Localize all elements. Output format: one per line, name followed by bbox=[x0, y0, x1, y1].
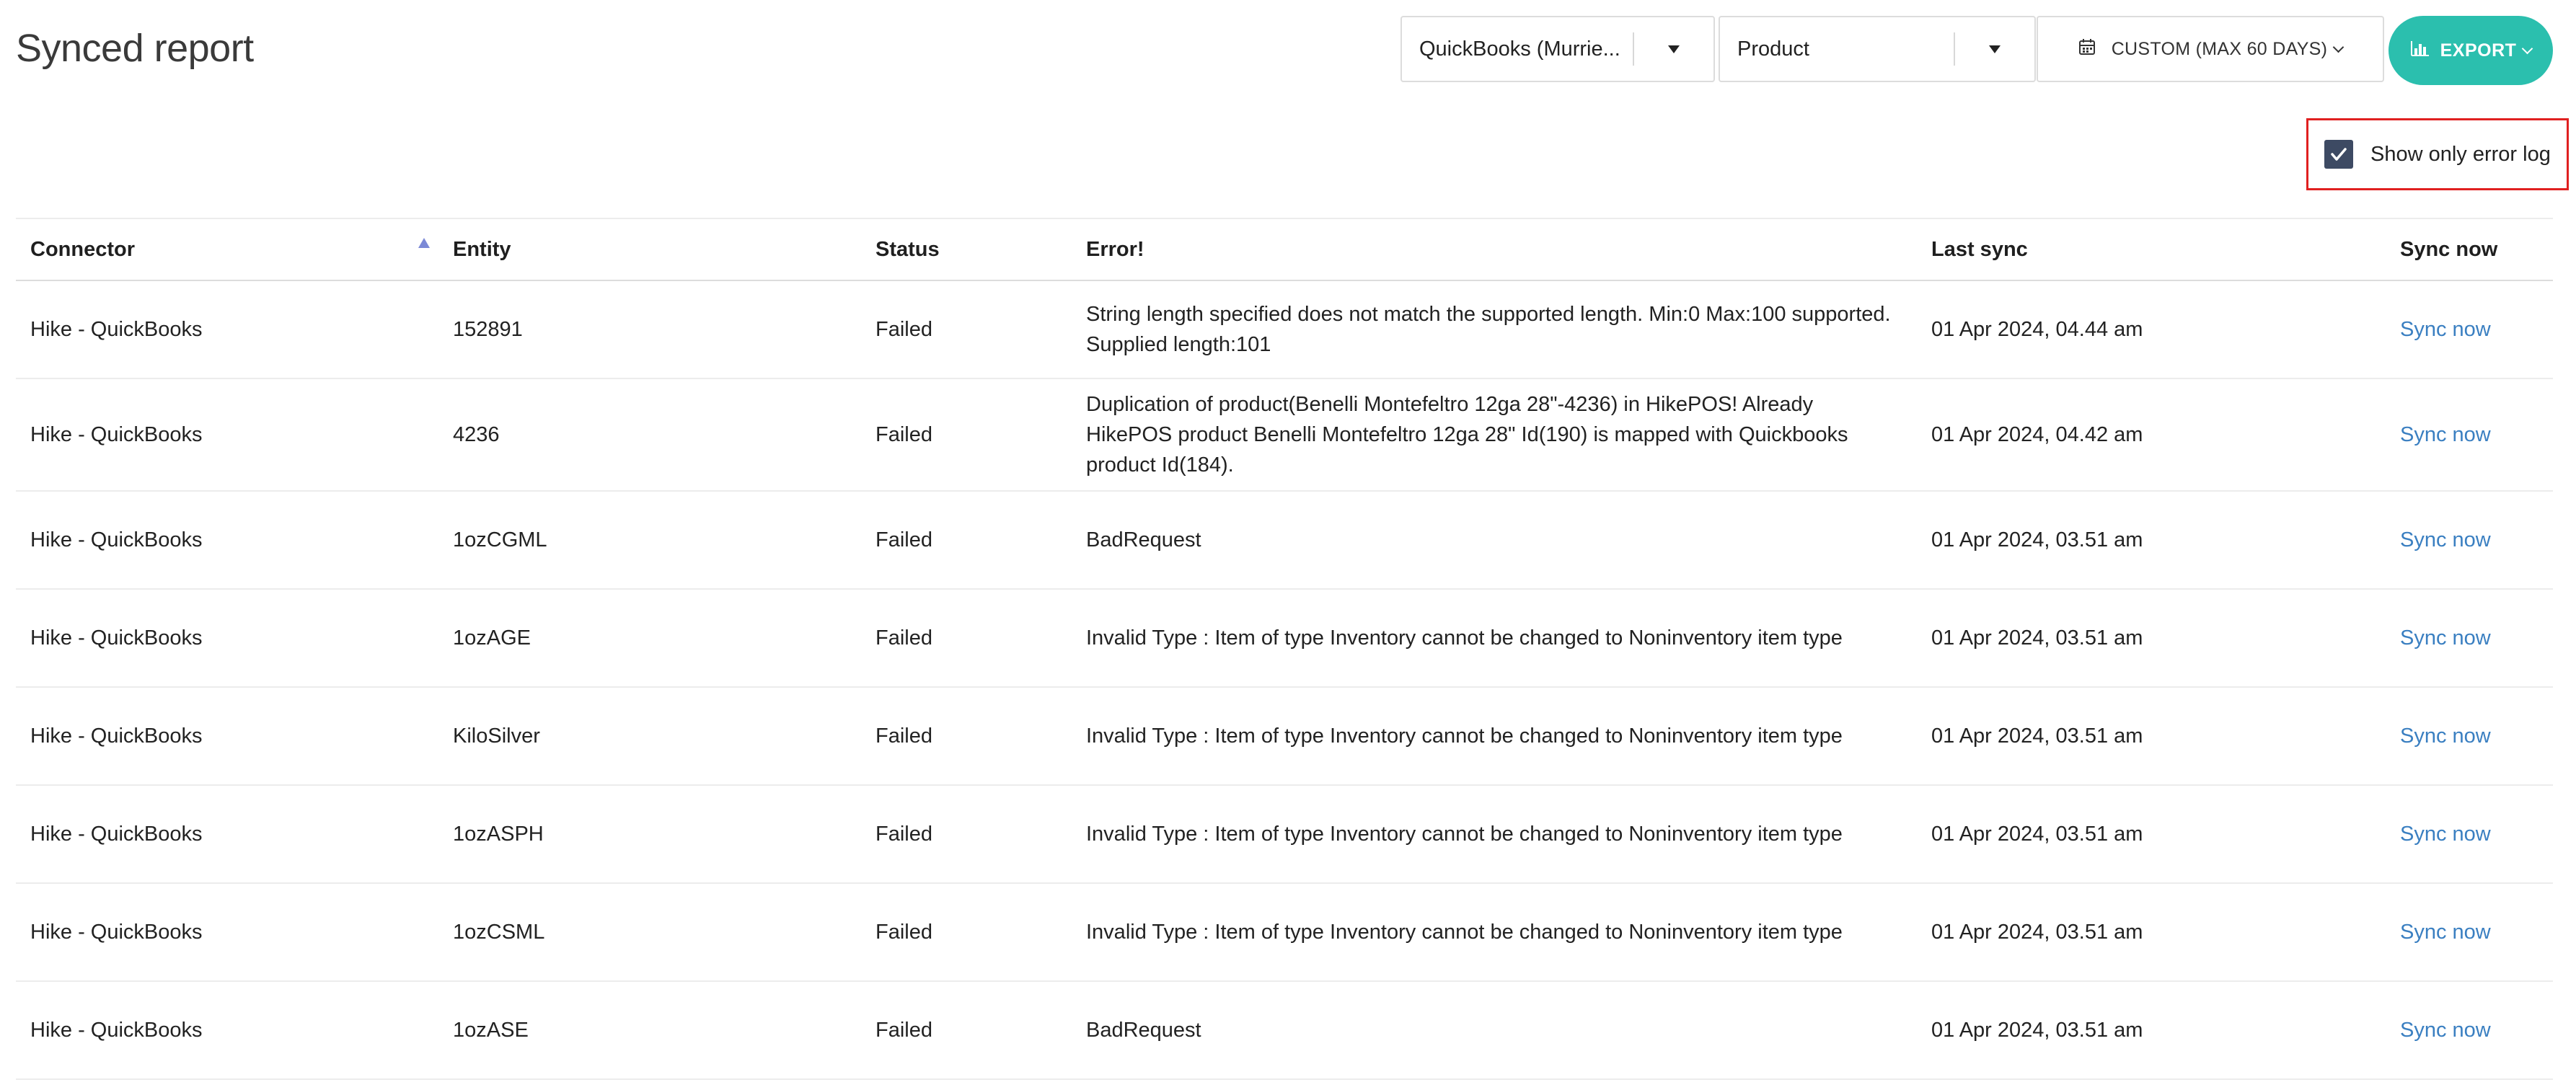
last-sync-cell: 01 Apr 2024, 03.51 am bbox=[1931, 920, 2143, 944]
table-row bbox=[16, 281, 2553, 379]
error-cell: String length specified does not match the supported length. Min:0 Max:100 supported. Supplied length:101 bbox=[1086, 303, 1891, 356]
table-row bbox=[16, 982, 2553, 1080]
table-row bbox=[16, 590, 2553, 688]
sync-now-link[interactable]: Sync now bbox=[2400, 528, 2491, 551]
entity-cell: 1ozCSML bbox=[453, 920, 545, 944]
column-header-sync-now[interactable]: Sync now bbox=[2400, 237, 2498, 261]
dropdown-caret-icon[interactable] bbox=[1955, 45, 2034, 53]
synced-report-table bbox=[16, 218, 2553, 1080]
sync-now-link[interactable]: Sync now bbox=[2400, 724, 2491, 748]
table-row bbox=[16, 492, 2553, 590]
connector-cell: Hike - QuickBooks bbox=[30, 1018, 203, 1042]
sync-now-link[interactable]: Sync now bbox=[2400, 822, 2491, 846]
last-sync-cell: 01 Apr 2024, 04.44 am bbox=[1931, 317, 2143, 341]
column-header-last-sync[interactable]: Last sync bbox=[1931, 237, 2028, 261]
bar-chart-icon bbox=[2410, 40, 2430, 62]
date-range-label: CUSTOM (MAX 60 DAYS) bbox=[2111, 38, 2328, 59]
export-label: EXPORT bbox=[2440, 40, 2517, 61]
last-sync-cell: 01 Apr 2024, 03.51 am bbox=[1931, 1018, 2143, 1042]
page-title: Synced report bbox=[16, 27, 254, 70]
sync-now-link[interactable]: Sync now bbox=[2400, 626, 2491, 650]
chevron-down-icon bbox=[2522, 43, 2533, 54]
check-icon bbox=[2329, 144, 2349, 164]
error-log-checkbox[interactable] bbox=[2324, 140, 2353, 169]
entity-cell: 1ozAGE bbox=[453, 626, 531, 650]
last-sync-cell: 01 Apr 2024, 03.51 am bbox=[1931, 724, 2143, 748]
table-row bbox=[16, 884, 2553, 982]
column-header-entity[interactable]: Entity bbox=[453, 237, 511, 261]
export-button[interactable] bbox=[2388, 16, 2553, 85]
table-row bbox=[16, 688, 2553, 786]
connector-cell: Hike - QuickBooks bbox=[30, 626, 203, 650]
dropdown-caret-icon[interactable] bbox=[1634, 45, 1713, 53]
error-cell: Invalid Type : Item of type Inventory cannot be changed to Noninventory item type bbox=[1086, 921, 1843, 944]
entity-select-value: Product bbox=[1737, 37, 1809, 61]
status-cell: Failed bbox=[875, 1018, 932, 1042]
connector-cell: Hike - QuickBooks bbox=[30, 528, 203, 551]
entity-select[interactable] bbox=[1719, 16, 2036, 82]
connector-cell: Hike - QuickBooks bbox=[30, 822, 203, 846]
sync-now-link[interactable]: Sync now bbox=[2400, 920, 2491, 944]
connector-select-value: QuickBooks (Murrie... bbox=[1419, 37, 1620, 61]
error-cell: Duplication of product(Benelli Montefeltro 12ga 28"-4236) in HikePOS! Already HikePOS product Benelli Montefeltro 12ga 28" Id(190) is mapped with Quickbooks product Id(184). bbox=[1086, 393, 1848, 477]
show-error-log-toggle[interactable] bbox=[2306, 118, 2569, 190]
connector-cell: Hike - QuickBooks bbox=[30, 724, 203, 748]
status-cell: Failed bbox=[875, 317, 932, 341]
calendar-icon bbox=[2078, 38, 2096, 61]
last-sync-cell: 01 Apr 2024, 03.51 am bbox=[1931, 822, 2143, 846]
status-cell: Failed bbox=[875, 822, 932, 846]
column-header-error[interactable]: Error! bbox=[1086, 237, 1144, 261]
status-cell: Failed bbox=[875, 724, 932, 748]
column-header-status[interactable]: Status bbox=[875, 237, 940, 261]
connector-cell: Hike - QuickBooks bbox=[30, 920, 203, 944]
entity-cell: 4236 bbox=[453, 422, 500, 446]
error-cell: Invalid Type : Item of type Inventory cannot be changed to Noninventory item type bbox=[1086, 626, 1843, 650]
chevron-down-icon bbox=[2333, 41, 2345, 53]
connector-cell: Hike - QuickBooks bbox=[30, 422, 203, 446]
status-cell: Failed bbox=[875, 626, 932, 650]
sync-now-link[interactable]: Sync now bbox=[2400, 1018, 2491, 1042]
error-cell: Invalid Type : Item of type Inventory cannot be changed to Noninventory item type bbox=[1086, 725, 1843, 748]
table-row bbox=[16, 786, 2553, 884]
table-header bbox=[16, 219, 2553, 281]
entity-cell: 1ozASE bbox=[453, 1018, 529, 1042]
last-sync-cell: 01 Apr 2024, 03.51 am bbox=[1931, 528, 2143, 551]
error-cell: Invalid Type : Item of type Inventory cannot be changed to Noninventory item type bbox=[1086, 823, 1843, 846]
last-sync-cell: 01 Apr 2024, 04.42 am bbox=[1931, 422, 2143, 446]
error-cell: BadRequest bbox=[1086, 528, 1201, 551]
connector-select[interactable] bbox=[1401, 16, 1715, 82]
sync-now-link[interactable]: Sync now bbox=[2400, 422, 2491, 446]
table-row bbox=[16, 379, 2553, 492]
sync-now-link[interactable]: Sync now bbox=[2400, 317, 2491, 341]
sort-ascending-icon[interactable] bbox=[418, 238, 430, 248]
error-cell: BadRequest bbox=[1086, 1019, 1201, 1042]
last-sync-cell: 01 Apr 2024, 03.51 am bbox=[1931, 626, 2143, 650]
date-range-picker[interactable] bbox=[2037, 16, 2384, 82]
entity-cell: 1ozCGML bbox=[453, 528, 547, 551]
column-header-connector[interactable]: Connector bbox=[30, 237, 135, 261]
entity-cell: KiloSilver bbox=[453, 724, 540, 748]
status-cell: Failed bbox=[875, 920, 932, 944]
status-cell: Failed bbox=[875, 422, 932, 446]
entity-cell: 1ozASPH bbox=[453, 822, 544, 846]
status-cell: Failed bbox=[875, 528, 932, 551]
connector-cell: Hike - QuickBooks bbox=[30, 317, 203, 341]
entity-cell: 152891 bbox=[453, 317, 523, 341]
error-log-label: Show only error log bbox=[2370, 142, 2551, 166]
